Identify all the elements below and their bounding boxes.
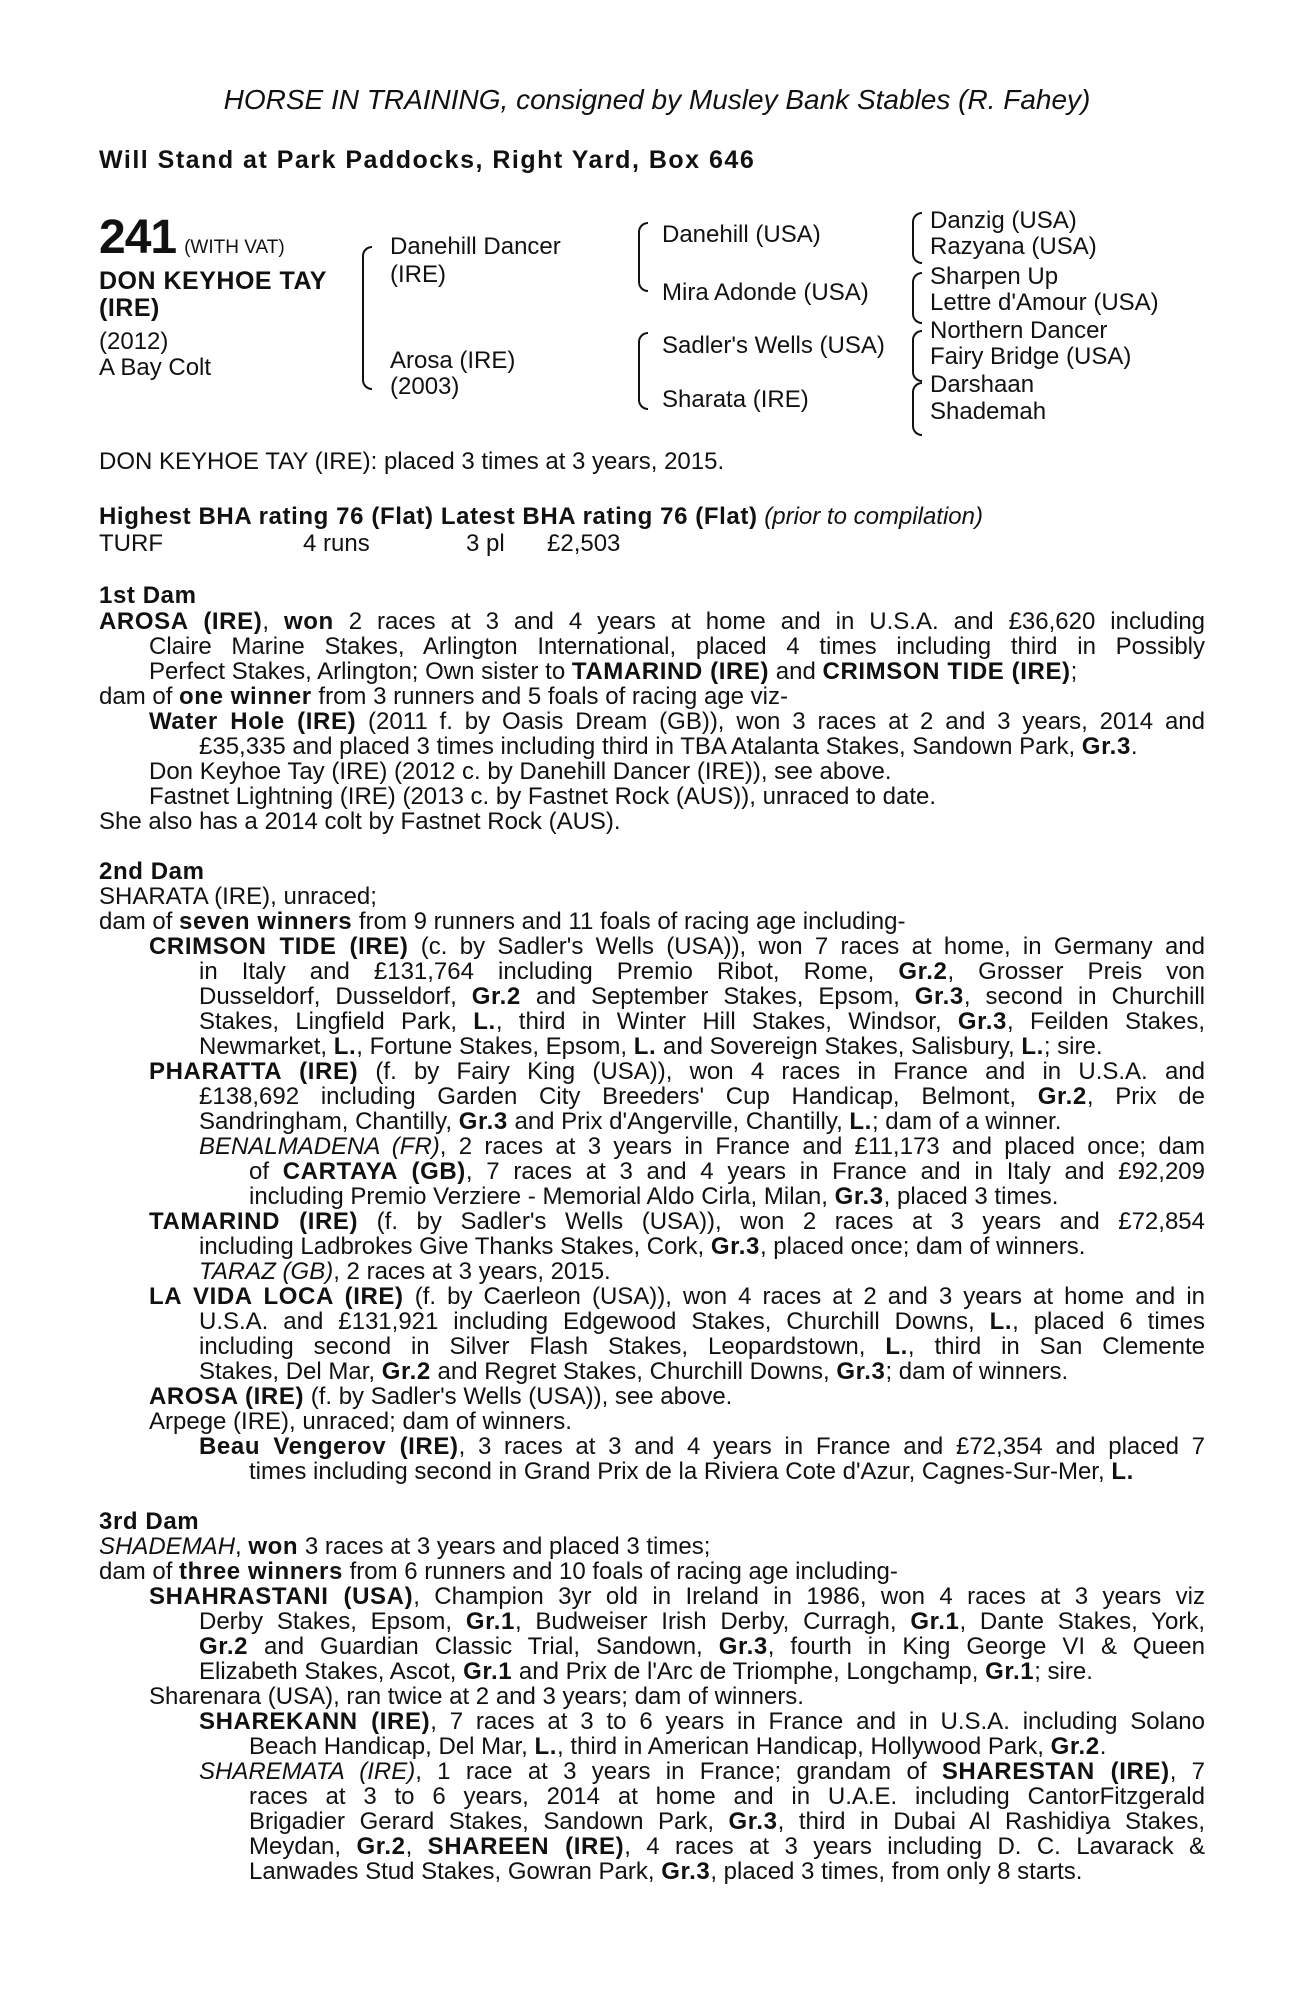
horse-name-line1: DON KEYHOE TAY xyxy=(99,267,327,295)
second-dam-line: in Italy and £131,764 including Premio Ribot, Rome, Gr.2, Grosser Preis von xyxy=(199,958,1205,985)
third-dam-line: SHAREKANN (IRE), 7 races at 3 to 6 years in France and in U.S.A. including Solano xyxy=(199,1708,1206,1735)
pedigree-brace xyxy=(638,332,648,410)
second-dam-line: £138,692 including Garden City Breeders' Cup Handicap, Belmont, Gr.2, Prix de xyxy=(199,1083,1205,1110)
rating-placed: 3 pl xyxy=(466,530,505,557)
second-dam-heading: 2nd Dam xyxy=(99,858,205,885)
great-grandparent-6: Fairy Bridge (USA) xyxy=(930,343,1132,370)
pedigree-brace xyxy=(638,222,648,292)
great-grandparent-3: Sharpen Up xyxy=(930,263,1059,290)
lot-vat: (WITH VAT) xyxy=(184,237,285,258)
sire: Danehill Dancer xyxy=(390,233,561,260)
page-title: HORSE IN TRAINING, consigned by Musley Bank Stables (R. Fahey) xyxy=(223,84,1091,115)
second-dam-line: Newmarket, L., Fortune Stakes, Epsom, L. and Sovereign Stakes, Salisbury, L.; sire. xyxy=(199,1033,1103,1060)
produce-line: Fastnet Lightning (IRE) (2013 c. by Fastnet Rock (AUS)), unraced to date. xyxy=(149,783,937,810)
great-grandparent-4: Lettre d'Amour (USA) xyxy=(930,289,1159,316)
produce-line: Water Hole (IRE) (2011 f. by Oasis Dream (GB)), won 3 races at 2 and 3 years, 2014 and xyxy=(149,708,1205,735)
third-dam-line: races at 3 to 6 years, 2014 at home and in U.A.E. including CantorFitzgerald xyxy=(249,1783,1205,1810)
rating-surface: TURF xyxy=(99,530,163,557)
second-dam-line: Sandringham, Chantilly, Gr.3 and Prix d'Angerville, Chantilly, L.; dam of a winner. xyxy=(199,1108,1062,1135)
great-grandparent-8: Shademah xyxy=(930,398,1047,425)
rating-label: Highest BHA rating 76 (Flat) Latest BHA rating 76 (Flat) xyxy=(99,503,758,530)
third-dam-line: Meydan, Gr.2, SHAREEN (IRE), 4 races at 3 years including D. C. Lavarack & xyxy=(249,1833,1206,1860)
rating-note: (prior to compilation) xyxy=(764,503,983,530)
horse-name xyxy=(99,268,327,322)
great-grandparent-5: Northern Dancer xyxy=(930,317,1108,344)
pedigree-brace xyxy=(912,382,922,436)
pedigree-brace xyxy=(912,330,922,382)
third-dam-line: Gr.2 and Guardian Classic Trial, Sandown, Gr.3, fourth in King George VI & Queen xyxy=(199,1633,1205,1660)
second-dam-line: AROSA (IRE) (f. by Sadler's Wells (USA)), see above. xyxy=(149,1383,733,1410)
first-dam-line: AROSA (IRE), won 2 races at 3 and 4 years at home and in U.S.A. and £36,620 including xyxy=(99,608,1206,635)
second-dam-line: PHARATTA (IRE) (f. by Fairy King (USA)), won 4 races in France and in U.S.A. and xyxy=(149,1058,1205,1085)
lot-number: 241 xyxy=(99,211,177,264)
second-dam-line: LA VIDA LOCA (IRE) (f. by Caerleon (USA)), won 4 races at 2 and 3 years at home and in xyxy=(149,1283,1205,1310)
produce-line: Don Keyhoe Tay (IRE) (2012 c. by Danehill Dancer (IRE)), see above. xyxy=(149,758,892,785)
stand-location: Will Stand at Park Paddocks, Right Yard, Box 646 xyxy=(99,146,756,174)
third-dam-line: SHAHRASTANI (USA), Champion 3yr old in Ireland in 1986, won 4 races at 3 years viz xyxy=(149,1583,1205,1610)
sire-dam: Mira Adonde (USA) xyxy=(662,279,869,306)
second-dam-line: including second in Silver Flash Stakes, Leopardstown, L., third in San Clemente xyxy=(199,1333,1206,1360)
rating-earnings: £2,503 xyxy=(547,530,621,557)
sire-sire: Danehill (USA) xyxy=(662,221,821,248)
third-dam-line: SHAREMATA (IRE), 1 race at 3 years in France; grandam of SHARESTAN (IRE), 7 xyxy=(199,1758,1206,1785)
first-dam-line: Claire Marine Stakes, Arlington International, placed 4 times including third in Possibly xyxy=(149,633,1205,660)
first-dam-line: dam of one winner from 3 runners and 5 foals of racing age viz- xyxy=(99,683,788,710)
great-grandparent-2: Razyana (USA) xyxy=(930,233,1097,260)
second-dam-line: U.S.A. and £131,921 including Edgewood Stakes, Churchill Downs, L., placed 6 times xyxy=(199,1308,1205,1335)
second-dam-line: of CARTAYA (GB), 7 races at 3 and 4 years in France and in Italy and £92,209 xyxy=(249,1158,1205,1185)
second-dam-line: Stakes, Del Mar, Gr.2 and Regret Stakes, Churchill Downs, Gr.3; dam of winners. xyxy=(199,1358,1069,1385)
third-dam-line: dam of three winners from 6 runners and 10 foals of racing age including- xyxy=(99,1558,898,1585)
first-dam-heading: 1st Dam xyxy=(99,582,197,609)
second-dam-line: TAMARIND (IRE) (f. by Sadler's Wells (USA)), won 2 races at 3 years and £72,854 xyxy=(149,1208,1205,1235)
second-dam-line: CRIMSON TIDE (IRE) (c. by Sadler's Wells (USA)), won 7 races at home, in Germany and xyxy=(149,933,1205,960)
third-dam-line: Elizabeth Stakes, Ascot, Gr.1 and Prix de l'Arc de Triomphe, Longchamp, Gr.1; sire. xyxy=(199,1658,1093,1685)
third-dam-line: Lanwades Stud Stakes, Gowran Park, Gr.3, placed 3 times, from only 8 starts. xyxy=(249,1858,1083,1885)
pedigree-brace xyxy=(912,212,922,264)
produce-line: £35,335 and placed 3 times including third in TBA Atalanta Stakes, Sandown Park, Gr.3. xyxy=(199,733,1138,760)
rating-line xyxy=(99,503,983,531)
third-dam-line: Beach Handicap, Del Mar, L., third in American Handicap, Hollywood Park, Gr.2. xyxy=(249,1733,1107,1760)
second-dam-line: BENALMADENA (FR), 2 races at 3 years in France and £11,173 and placed once; dam xyxy=(199,1133,1205,1160)
dam-year: (2003) xyxy=(390,373,460,400)
second-dam-line: TARAZ (GB), 2 races at 3 years, 2015. xyxy=(199,1258,611,1285)
lot-heading xyxy=(99,210,285,265)
horse-year: (2012) xyxy=(99,328,169,355)
second-dam-line: Beau Vengerov (IRE), 3 races at 3 and 4 years in France and £72,354 and placed 7 xyxy=(199,1433,1205,1460)
produce-line: She also has a 2014 colt by Fastnet Rock (AUS). xyxy=(99,808,621,835)
second-dam-line: Dusseldorf, Dusseldorf, Gr.2 and September Stakes, Epsom, Gr.3, second in Churchill xyxy=(199,983,1205,1010)
second-dam-line: Arpege (IRE), unraced; dam of winners. xyxy=(149,1408,572,1435)
pedigree-brace xyxy=(362,246,372,390)
great-grandparent-1: Danzig (USA) xyxy=(930,207,1077,234)
second-dam-line: including Ladbrokes Give Thanks Stakes, Cork, Gr.3, placed once; dam of winners. xyxy=(199,1233,1086,1260)
second-dam-line: dam of seven winners from 9 runners and 11 foals of racing age including- xyxy=(99,908,906,935)
third-dam-line: Sharenara (USA), ran twice at 2 and 3 years; dam of winners. xyxy=(149,1683,804,1710)
great-grandparent-7: Darshaan xyxy=(930,371,1035,398)
rating-runs: 4 runs xyxy=(303,530,370,557)
first-dam-line: Perfect Stakes, Arlington; Own sister to TAMARIND (IRE) and CRIMSON TIDE (IRE); xyxy=(149,658,1078,685)
horse-description: A Bay Colt xyxy=(99,354,212,381)
horse-name-line2: (IRE) xyxy=(99,294,160,322)
third-dam-heading: 3rd Dam xyxy=(99,1508,200,1535)
race-summary: DON KEYHOE TAY (IRE): placed 3 times at 3 years, 2015. xyxy=(99,448,725,475)
second-dam-line: SHARATA (IRE), unraced; xyxy=(99,883,377,910)
dam-sire: Sadler's Wells (USA) xyxy=(662,332,885,359)
dam-dam: Sharata (IRE) xyxy=(662,386,809,413)
pedigree-brace xyxy=(912,272,922,324)
second-dam-line: including Premio Verziere - Memorial Aldo Cirla, Milan, Gr.3, placed 3 times. xyxy=(249,1183,1059,1210)
third-dam-line: Derby Stakes, Epsom, Gr.1, Budweiser Irish Derby, Curragh, Gr.1, Dante Stakes, York, xyxy=(199,1608,1205,1635)
dam: Arosa (IRE) xyxy=(390,347,516,374)
second-dam-line: times including second in Grand Prix de la Riviera Cote d'Azur, Cagnes-Sur-Mer, L. xyxy=(249,1458,1134,1485)
third-dam-line: SHADEMAH, won 3 races at 3 years and placed 3 times; xyxy=(99,1533,711,1560)
third-dam-line: Brigadier Gerard Stakes, Sandown Park, Gr.3, third in Dubai Al Rashidiya Stakes, xyxy=(249,1808,1205,1835)
sire-country: (IRE) xyxy=(390,261,446,288)
second-dam-line: Stakes, Lingfield Park, L., third in Winter Hill Stakes, Windsor, Gr.3, Feilden Stakes, xyxy=(199,1008,1205,1035)
